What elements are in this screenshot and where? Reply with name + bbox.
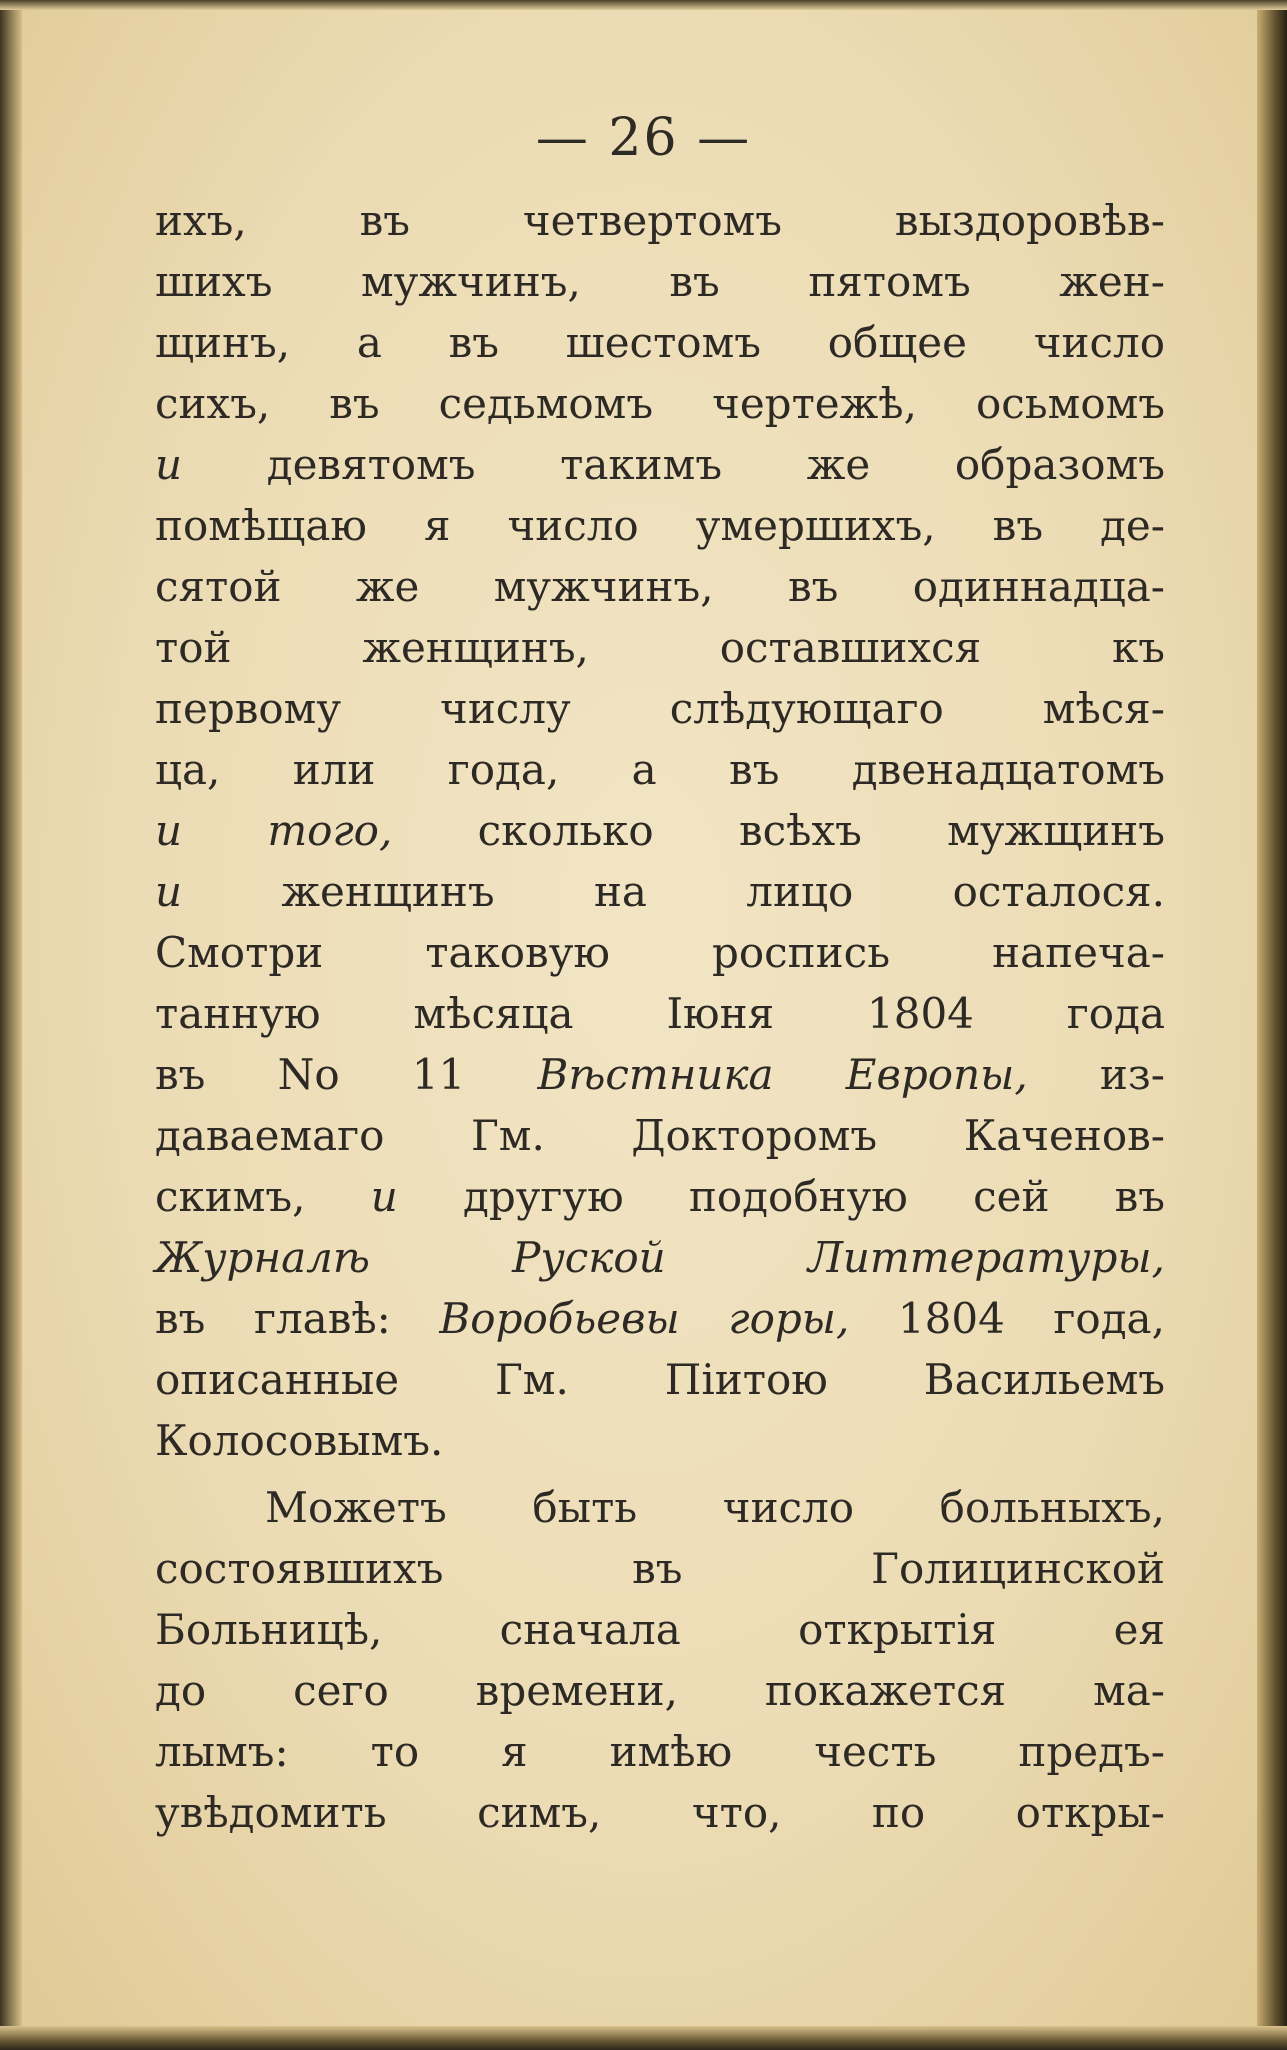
text-line: Журналѣ Руской Литтературы, [155,1233,1165,1282]
text-line: и девятомъ такимъ же образомъ [155,440,1165,489]
text-line: ихъ, въ четвертомъ выздоровѣв- [155,196,1165,245]
text-line: въ главѣ: Воробьевы горы, 1804 года, [155,1294,1165,1343]
text-line: въ No 11 Вѣстника Европы, из- [155,1050,1165,1099]
text-line: и женщинъ на лицо осталося. [155,867,1165,916]
text-line: Колосовымъ. [155,1416,444,1465]
page-edge-bottom [0,2026,1287,2050]
text-line: до сего времени, покажется ма- [155,1666,1165,1715]
text-line: Смотри таковую роспись напеча- [155,928,1165,977]
body-text [155,190,1165,1843]
page-number: — 26 — [535,108,752,168]
text-line: той женщинъ, оставшихся къ [155,623,1165,672]
page-edge-top [0,0,1287,10]
text-line: ца, или года, а въ двенадцатомъ [155,745,1165,794]
text-line: состоявшихъ въ Голицинской [155,1544,1165,1593]
text-line: шихъ мужчинъ, въ пятомъ жен- [155,257,1165,306]
text-line: лымъ: то я имѣю честь предъ- [155,1727,1165,1776]
text-line: описанные Гм. Пiитою Васильемъ [155,1355,1165,1404]
text-line: танную мѣсяца Iюня 1804 года [155,989,1165,1038]
page-edge-right [1257,0,1287,2050]
text-line: сихъ, въ седьмомъ чертежѣ, осьмомъ [155,379,1165,428]
text-line: сятой же мужчинъ, въ одиннадца- [155,562,1165,611]
text-line: скимъ, и другую подобную сей въ [155,1172,1165,1221]
page-edge-left [0,0,22,2050]
text-line: Больницѣ, сначала открытiя ея [155,1605,1165,1654]
text-line: щинъ, а въ шестомъ общее число [155,318,1165,367]
text-line: даваемаго Гм. Докторомъ Каченов- [155,1111,1165,1160]
text-line: и того, сколько всѣхъ мужщинъ [155,806,1165,855]
text-line: Можетъ быть число больныхъ, [265,1483,1165,1532]
text-line: первому числу слѣдующаго мѣся- [155,684,1165,733]
text-line: помѣщаю я число умершихъ, въ де- [155,501,1165,550]
text-line: увѣдомить симъ, что, по откры- [155,1788,1165,1837]
